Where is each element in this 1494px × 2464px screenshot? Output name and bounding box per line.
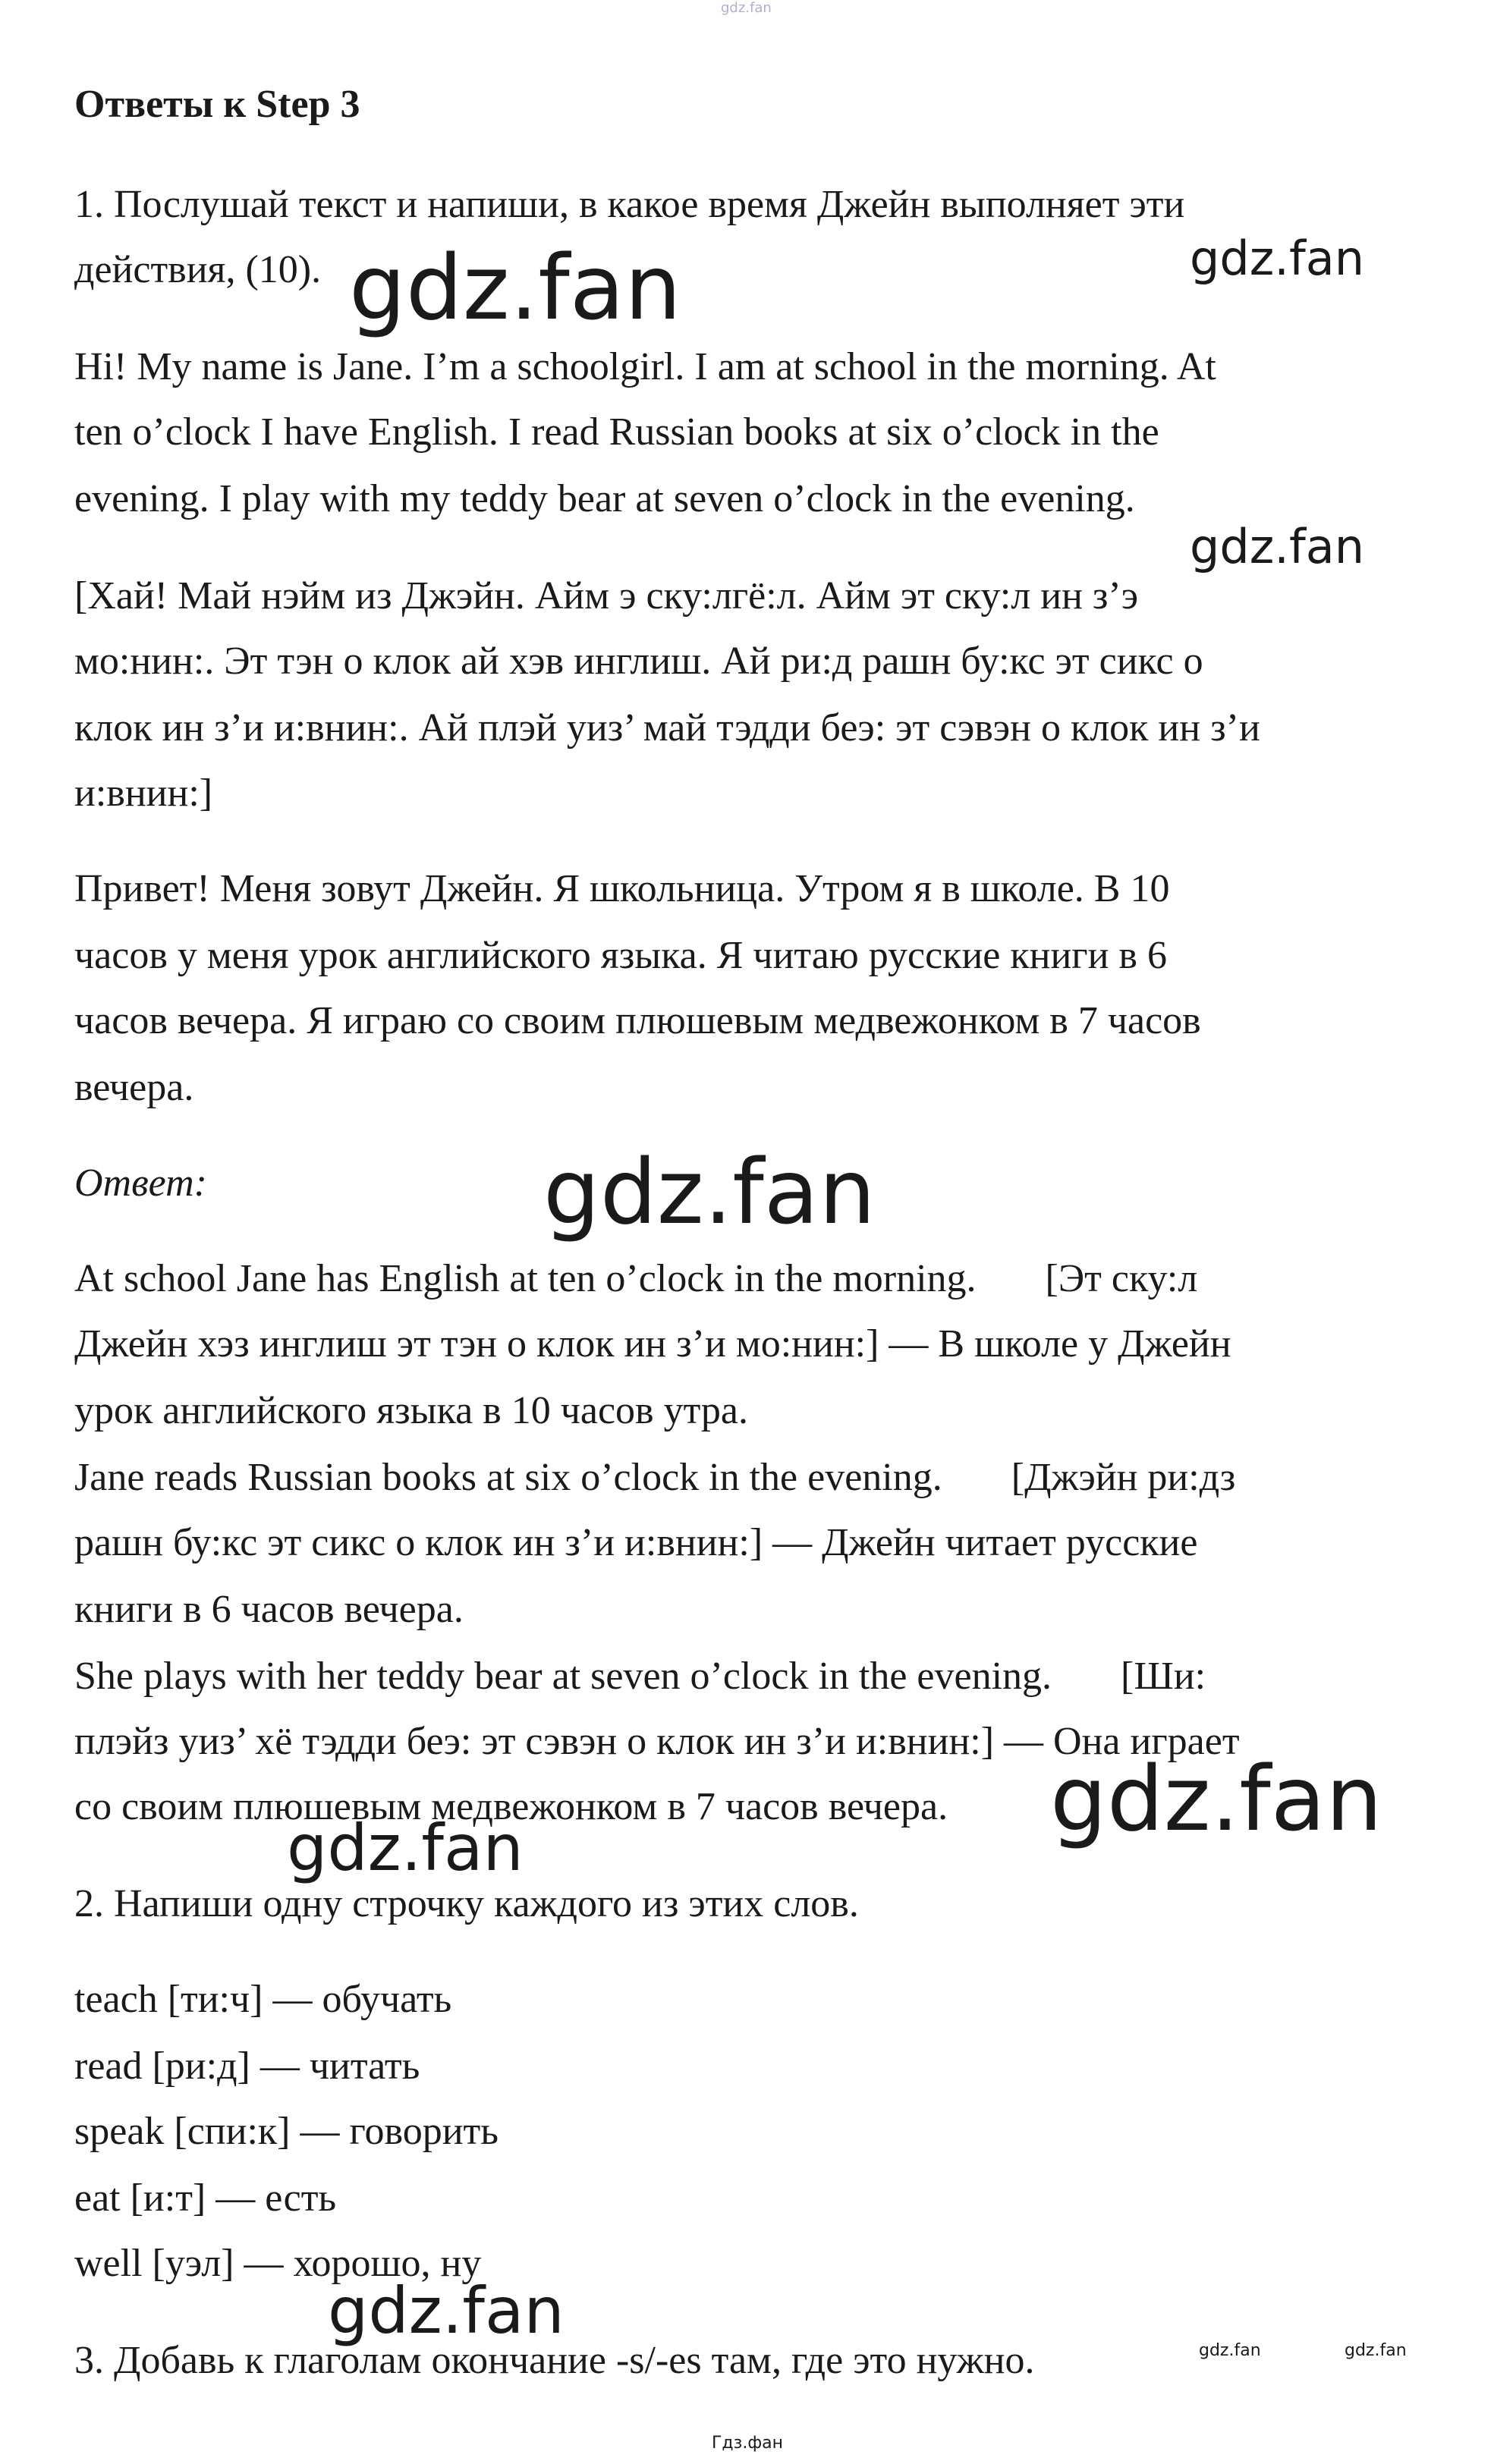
page-title: Ответы к Step 3: [74, 83, 360, 126]
translation-line: вечера.: [74, 1066, 194, 1109]
watermark-text: gdz.fan: [1345, 2341, 1407, 2360]
watermark-text: gdz.fan: [1199, 2341, 1261, 2360]
answer-line: книги в 6 часов вечера.: [74, 1588, 464, 1631]
english-text-line: Hi! My name is Jane. I’m a schoolgirl. I am at school in the morning. At: [74, 345, 1216, 388]
watermark-text: gdz.fan: [349, 235, 681, 340]
transcription-line: и:внин:]: [74, 772, 213, 815]
word-item: read [ри:д] — читать: [74, 2044, 420, 2088]
answer-line: At school Jane has English at ten o’clock in the morning. [Эт ску:л: [74, 1257, 1198, 1300]
word-item: teach [ти:ч] — обучать: [74, 1978, 452, 2021]
english-text-line: evening. I play with my teddy bear at seven o’clock in the evening.: [74, 477, 1135, 520]
task1-heading-line: действия, (10).: [74, 248, 322, 291]
top-watermark: gdz.fan: [721, 0, 772, 16]
watermark-text: gdz.fan: [1190, 519, 1365, 574]
word-item: well [уэл] — хорошо, ну: [74, 2242, 482, 2285]
transcription-line: клок ин з’и и:внин:. Ай плэй уиз’ май тэдди беэ: эт сэвэн о клок ин з’и: [74, 706, 1260, 750]
answer-line: Джейн хэз инглиш эт тэн о клок ин з’и мо:нин:] — В школе у Джейн: [74, 1322, 1231, 1366]
answer-label: Ответ:: [74, 1161, 207, 1205]
translation-line: часов вечера. Я играю со своим плюшевым медвежонком в 7 часов: [74, 999, 1201, 1042]
answer-line: Jane reads Russian books at six o’clock in the evening. [Джэйн ри:дз: [74, 1456, 1236, 1499]
translation-line: часов у меня урок английского языка. Я читаю русские книги в 6: [74, 934, 1167, 977]
answer-line: рашн бу:кс эт сикс о клок ин з’и и:внин:] — Джейн читает русские: [74, 1521, 1198, 1564]
task3-heading: 3. Добавь к глаголам окончание -s/-es там, где это нужно.: [74, 2339, 1035, 2382]
task1-heading-line: 1. Послушай текст и напиши, в какое время Джейн выполняет эти: [74, 183, 1185, 226]
answer-line: плэйз уиз’ хё тэдди беэ: эт сэвэн о клок ин з’и и:внин:] — Она играет: [74, 1720, 1240, 1763]
watermark-text: gdz.fan: [328, 2274, 565, 2348]
answer-line: урок английского языка в 10 часов утра.: [74, 1389, 749, 1432]
answer-line: со своим плюшевым медвежонком в 7 часов вечера.: [74, 1785, 948, 1828]
watermark-text: gdz.fan: [1190, 231, 1365, 286]
task2-heading: 2. Напиши одну строчку каждого из этих слов.: [74, 1882, 859, 1925]
transcription-line: [Хай! Май нэйм из Джэйн. Айм э ску:лгё:л. Айм эт ску:л ин з’э: [74, 574, 1139, 618]
watermark-text: gdz.fan: [543, 1139, 876, 1244]
watermark-text: gdz.fan: [287, 1811, 524, 1885]
word-item: eat [и:т] — есть: [74, 2176, 337, 2220]
transcription-line: мо:нин:. Эт тэн о клок ай хэв инглиш. Ай ри:д рашн бу:кс эт сикс о: [74, 640, 1203, 683]
page-footer: Гдз.фан: [712, 2434, 783, 2453]
answer-line: She plays with her teddy bear at seven o’clock in the evening. [Ши:: [74, 1655, 1206, 1698]
watermark-text: gdz.fan: [1050, 1746, 1382, 1851]
english-text-line: ten o’clock I have English. I read Russian books at six o’clock in the: [74, 410, 1159, 454]
translation-line: Привет! Меня зовут Джейн. Я школьница. Утром я в школе. В 10: [74, 867, 1170, 910]
word-item: speak [спи:к] — говорить: [74, 2110, 499, 2153]
